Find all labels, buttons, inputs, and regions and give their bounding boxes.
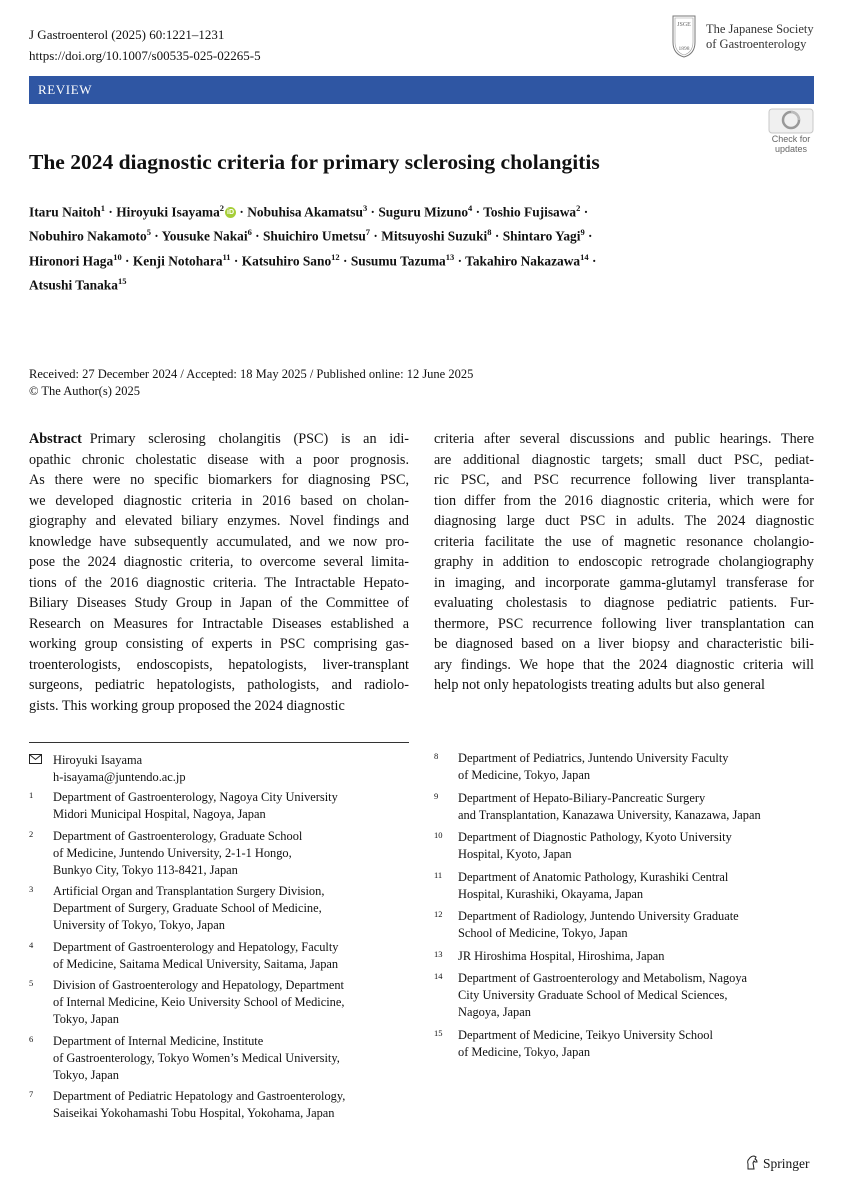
abstract-line: be diagnosed based on a liver biopsy and characteristic bili- (434, 636, 814, 652)
seal-top-text: JSGE (677, 22, 691, 28)
abstract-line: pose the 2024 diagnostic criteria, to overcome several limita- (29, 554, 409, 570)
author-affiliation-ref: 7 (365, 227, 371, 238)
orcid-icon[interactable]: iD (227, 209, 235, 217)
footnote-divider (29, 742, 409, 743)
affiliation-number: 15 (434, 1027, 443, 1038)
affiliation-text: Department of Gastroenterology, Graduate School of Medicine, Juntendo University, 2-1-1 Hongo, Bunkyo City, Tokyo 113-8421, Japan (53, 828, 303, 877)
author-name[interactable]: Kenji Notohara (132, 253, 223, 269)
abstract-line: evaluating cholestasis to diagnose pediatric patients. Fur- (434, 595, 814, 611)
abstract-right-column (434, 429, 814, 696)
affiliation-number: 6 (29, 1033, 34, 1044)
check-updates-label: Check for updates (771, 134, 811, 154)
affiliation-number: 1 (29, 790, 34, 800)
author-affiliation-ref: 8 (487, 227, 492, 238)
affiliation-text: Division of Gastroenterology and Hepatology, Department of Internal Medicine, Keio University School of Medicine, Tokyo, Japan (53, 978, 345, 1026)
correspondence (29, 752, 409, 786)
author-name[interactable]: Susumu Tazuma (350, 253, 446, 269)
abstract-line: troenterologists, endoscopists, hepatologists, liver-transplant (29, 656, 409, 673)
correspondence-email[interactable]: h-isayama@juntendo.ac.jp (53, 770, 186, 784)
abstract-line: giography and elevated biliary enzymes. Novel findings and (29, 513, 409, 529)
author-name[interactable]: Takahiro Nakazawa (465, 253, 581, 269)
abstract-line: diagnosing large duct PSC in adults. The 2024 diagnostic (434, 513, 814, 529)
abstract-line: criteria after several discussions and public hearings. There (434, 431, 814, 447)
author-name[interactable]: Hironori Haga (29, 253, 114, 269)
abstract-line: graphy in addition to endoscopic retrograde cholangiography (434, 554, 814, 570)
abstract-line: working group consisting of experts in PSC comprising gas- (29, 636, 409, 652)
section-banner (29, 76, 814, 104)
author-line (29, 271, 819, 295)
affiliation-number: 13 (434, 948, 443, 959)
society-name-line1: The Japanese Society (706, 22, 814, 36)
society-seal-icon (670, 12, 698, 58)
abstract-line: are additional diagnostic targets; small duct PSC, pediat- (434, 451, 814, 468)
publisher-logo (745, 1155, 810, 1172)
abstract-line: opathic chronic cholestatic disease with a poor prognosis. (29, 451, 409, 468)
author-name[interactable]: Katsuhiro Sano (241, 253, 332, 269)
author-affiliation-ref: 13 (445, 251, 455, 262)
abstract-line: help not only hepatologists treating adults but also general (434, 677, 765, 693)
abstract-line: Research on Measures for Intractable Diseases established a (29, 615, 409, 632)
abstract-line: criteria facilitate the use of magnetic resonance cholangio- (434, 533, 814, 550)
abstract-line: gists. This working group proposed the 2024 diagnostic (29, 697, 345, 714)
affiliation-number: 11 (434, 869, 443, 880)
author-affiliation-ref: 12 (331, 251, 340, 262)
author-line: Itaru Naitoh$^1$ · Hiroyuki Isayama$^2$ iD · Nobuhisa Akamatsu$^3$ · Suguru Mizuno$^4$ · Toshio Fujisawa$^2$ · (29, 203, 589, 220)
author-affiliation-ref: 10 (113, 251, 122, 262)
author-name[interactable]: Itaru Naitoh (29, 204, 101, 220)
author-name[interactable]: Suguru Mizuno (378, 204, 469, 220)
author-name[interactable]: Nobuhiro Nakamoto (29, 228, 147, 244)
affiliation-number: 3 (29, 884, 34, 894)
society-name-line2: of Gastroenterology (706, 37, 807, 51)
author-affiliation-ref: 6 (247, 227, 252, 238)
affiliation-text: Department of Internal Medicine, Institute of Gastroenterology, Tokyo Women’s Medical University, Tokyo, Japan (53, 1033, 340, 1082)
author-affiliation-ref: 11 (222, 251, 231, 262)
abstract-left-column (29, 429, 409, 716)
author-name[interactable]: Shuichiro Umetsu (262, 228, 366, 244)
affiliation-text: Department of Hepato-Biliary-Pancreatic Surgery and Transplantation, Kanazawa University, Kanazawa, Japan (458, 790, 761, 822)
check-updates-icon (767, 108, 815, 134)
author-affiliation-ref: 9 (580, 227, 585, 238)
copyright-line: © The Author(s) 2025 (29, 384, 140, 398)
section-label: REVIEW (38, 82, 93, 97)
author-affiliation-ref: 15 (117, 276, 127, 287)
affiliation-text: Department of Gastroenterology and Hepatology, Faculty of Medicine, Saitama Medical University, Saitama, Japan (53, 939, 339, 971)
affiliation-number: 12 (434, 909, 443, 919)
affiliation-text: Department of Pediatrics, Juntendo University Faculty of Medicine, Tokyo, Japan (458, 751, 729, 782)
author-name[interactable]: Atsushi Tanaka (29, 277, 118, 293)
author-affiliation-ref: 2 (576, 203, 581, 213)
abstract-line: thermore, PSC recurrence following liver transplantation can (434, 615, 814, 632)
doi-link[interactable]: https://doi.org/10.1007/s00535-025-02265-5 (29, 48, 261, 63)
abstract-line: Abstract Primary sclerosing cholangitis (PSC) is an idi- (29, 431, 409, 447)
affiliation-text: Department of Pediatric Hepatology and Gastroenterology, Saiseikai Yokohamashi Tobu Hospital, Yokohama, Japan (53, 1089, 346, 1120)
affiliation-number: 10 (434, 830, 443, 840)
author-affiliation-ref: 1 (100, 203, 106, 213)
article-title: The 2024 diagnostic criteria for primary sclerosing cholangitis (29, 150, 600, 174)
author-name[interactable]: Mitsuyoshi Suzuki (381, 228, 488, 244)
affiliation-number: 5 (29, 978, 34, 988)
author-line: Nobuhiro Nakamoto$^5$ · Yousuke Nakai$^6$ · Shuichiro Umetsu$^7$ · Mitsuyoshi Suzuki$^8$ · Shintaro Yagi$^9$ · (29, 227, 593, 244)
abstract-line: knowledge have subsequently accumulated, and we now pro- (29, 533, 409, 550)
affiliation-text: Department of Anatomic Pathology, Kurashiki Central Hospital, Kurashiki, Okayama, Japan (458, 869, 729, 901)
author-affiliation-ref: 2 (219, 203, 225, 213)
abstract-line: surgeons, pediatric hepatologists, pathologists, and radiolo- (29, 677, 409, 693)
society-name (706, 22, 814, 52)
affiliation-text: Department of Diagnostic Pathology, Kyoto University Hospital, Kyoto, Japan (458, 830, 732, 861)
abstract-line: As there were no specific biomarkers for diagnosing PSC, (29, 472, 409, 488)
affiliation-number: 4 (29, 939, 34, 950)
affiliation-text: Department of Gastroenterology, Nagoya City University Midori Municipal Hospital, Nagoya, Japan (53, 790, 338, 821)
abstract-line: tion differ from the 2016 diagnostic criteria, which were for (434, 492, 814, 509)
journal-line: J Gastroenterol (2025) 60:1221–1231 (29, 27, 225, 42)
author-list (29, 198, 819, 296)
correspondence-name: Hiroyuki Isayama (53, 753, 143, 767)
envelope-icon (29, 754, 42, 764)
affiliation-text: Artificial Organ and Transplantation Surgery Division, Department of Surgery, Graduate School of Medicine, University of Tokyo, Tokyo, Japan (53, 884, 325, 932)
author-affiliation-ref: 14 (580, 251, 589, 262)
author-line: Hironori Haga$^{10}$ · Kenji Notohara$^{11}$ · Katsuhiro Sano$^{12}$ · Susumu Tazuma$^{13}$ · Takahiro Nakazawa$^{14}$ · (29, 251, 597, 269)
author-name[interactable]: Hiroyuki Isayama (116, 204, 220, 220)
history-dates: Received: 27 December 2024 / Accepted: 18 May 2025 / Published online: 12 June 2025 (29, 367, 474, 381)
affiliation-text: JR Hiroshima Hospital, Hiroshima, Japan (458, 948, 665, 963)
author-affiliation-ref: 5 (146, 227, 151, 238)
affiliation-text: Department of Radiology, Juntendo University Graduate School of Medicine, Tokyo, Japan (458, 909, 739, 940)
author-name[interactable]: Shintaro Yagi (502, 228, 581, 244)
publisher-name: Springer (763, 1156, 810, 1171)
author-affiliation-ref: 4 (468, 203, 473, 213)
publication-dates (29, 366, 473, 400)
author-name[interactable]: Yousuke Nakai (161, 228, 248, 244)
abstract-line: ary findings. We hope that the 2024 diagnostic criteria will (434, 656, 814, 673)
abstract-heading: Abstract (29, 431, 82, 447)
affiliation-text: Department of Medicine, Teikyo University School of Medicine, Tokyo, Japan (458, 1027, 713, 1059)
affiliation-number: 7 (29, 1089, 34, 1099)
author-name[interactable]: Toshio Fujisawa (483, 204, 577, 220)
seal-year-text: 1898 (678, 46, 690, 52)
affiliation-number: 8 (434, 751, 439, 761)
abstract-line: tions of the 2016 diagnostic criteria. The Intractable Hepato- (29, 574, 409, 591)
abstract-line: in imaging, and incorporate gamma-glutamyl transferase for (434, 574, 814, 591)
affiliation-number: 14 (434, 971, 443, 981)
affiliation-number: 9 (434, 790, 439, 801)
author-name[interactable]: Nobuhisa Akamatsu (247, 204, 363, 220)
abstract-line: Biliary Diseases Study Group in Japan of the Committee of (29, 595, 409, 611)
affiliation-number: 2 (29, 828, 34, 839)
springer-horse-icon (745, 1155, 759, 1170)
author-affiliation-ref: 3 (362, 203, 368, 213)
society-logo (670, 12, 830, 60)
journal-citation (29, 24, 261, 66)
affiliation-text: Department of Gastroenterology and Metabolism, Nagoya City University Graduate School of Medical Sciences, Nagoya, Japan (458, 971, 748, 1019)
abstract-line: we developed diagnostic criteria in 2016 based on cholan- (29, 492, 409, 509)
abstract-line: ric PSC, and PSC recurrence following liver transplanta- (434, 472, 814, 488)
